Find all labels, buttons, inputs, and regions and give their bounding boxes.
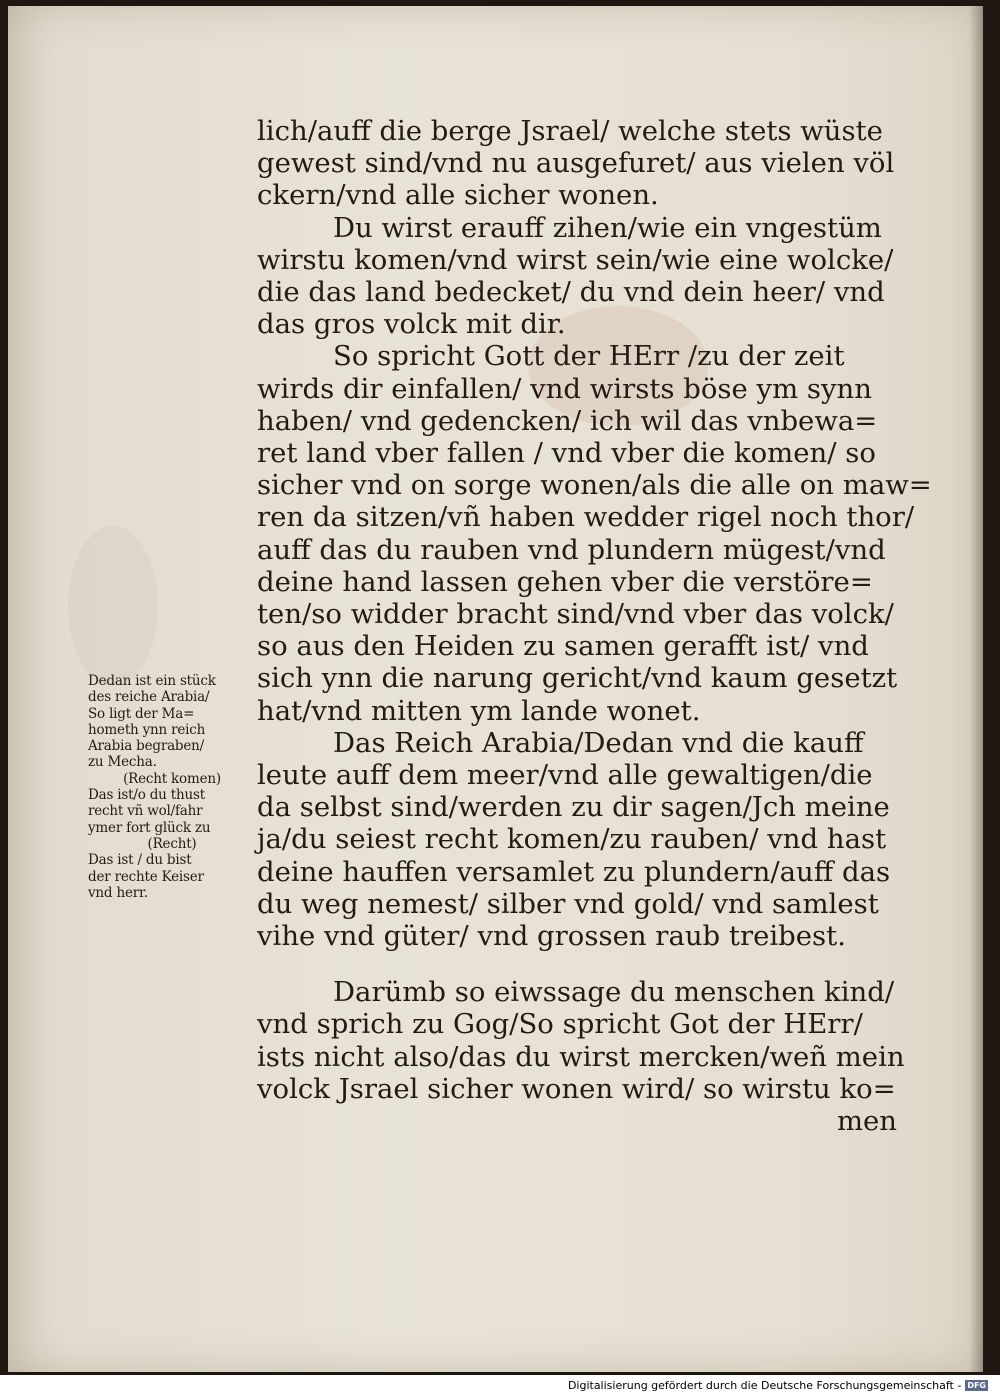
text-line: vihe vnd güter/ vnd grossen raub treibest. (257, 920, 846, 953)
text-line: gewest sind/vnd nu ausgefuret/ aus vielen völ (257, 147, 895, 180)
text-line: so aus den Heiden zu samen gerafft ist/ vnd (257, 630, 869, 663)
text-line: die das land bedecket/ du vnd dein heer/ vnd (257, 276, 885, 309)
catchword: men (836, 1105, 897, 1138)
text-line: hat/vnd mitten ym lande wonet. (257, 694, 701, 727)
text-line: ckern/vnd alle sicher wonen. (257, 179, 659, 212)
gloss-line: recht vñ wol/fahr (88, 803, 203, 820)
gloss-heading: (Recht komen) (123, 770, 221, 787)
gloss-line: des reiche Arabia/ (88, 689, 210, 706)
text-line: ists nicht also/das du wirst mercken/weñ mein (257, 1040, 905, 1073)
text-line: sich ynn die narung gericht/vnd kaum gesetzt (257, 662, 898, 695)
text-line: deine hand lassen gehen vber die verstöre= (257, 565, 873, 598)
text-line: vnd sprich zu Gog/So spricht Got der HErr/ (257, 1008, 863, 1041)
text-line: wirds dir einfallen/ vnd wirsts böse ym synn (257, 372, 872, 405)
footer-text: Digitalisierung gefördert durch die Deutsche Forschungsgemeinschaft - (567, 1379, 962, 1392)
digitization-footer (568, 1379, 988, 1392)
gloss-line: Das ist / du bist (88, 852, 192, 869)
gloss-line: ymer fort glück zu (88, 819, 211, 836)
text-line: Darümb so eiwssage du menschen kind/ (333, 976, 895, 1009)
text-line: ten/so widder bracht sind/vnd vber das volck/ (257, 598, 894, 631)
text-line: das gros volck mit dir. (257, 308, 566, 341)
marginal-gloss (88, 673, 268, 901)
text-line: sicher vnd on sorge wonen/als die alle on maw= (257, 469, 932, 502)
gloss-heading: (Recht) (147, 835, 197, 852)
text-line: Das Reich Arabia/Dedan vnd die kauff (333, 726, 864, 759)
page-stain (68, 526, 158, 686)
text-line: du weg nemest/ silber vnd gold/ vnd samlest (257, 887, 879, 920)
gloss-line: hometh ynn reich (88, 721, 206, 738)
text-line: volck Jsrael sicher wonen wird/ so wirstu ko= (257, 1072, 896, 1105)
text-line: Du wirst erauff zihen/wie ein vngestüm (333, 211, 882, 244)
gloss-line: Arabia begraben/ (88, 738, 204, 755)
text-line: da selbst sind/werden zu dir sagen/Jch meine (257, 791, 890, 824)
text-line: ren da sitzen/vñ haben wedder rigel noch thor/ (257, 501, 915, 534)
text-line: haben/ vnd gedencken/ ich wil das vnbewa= (257, 404, 878, 437)
dfg-logo: DFG (967, 1381, 986, 1390)
text-line: deine hauffen versamlet zu plundern/auff das (257, 855, 891, 888)
text-line: ja/du seiest recht komen/zu rauben/ vnd hast (257, 823, 887, 856)
text-line: auff das du rauben vnd plundern mügest/vnd (257, 533, 886, 566)
gloss-line: zu Mecha. (88, 754, 157, 771)
gloss-line: vnd herr. (88, 884, 148, 901)
text-line: So spricht Gott der HErr /zu der zeit (333, 340, 845, 373)
text-line: wirstu komen/vnd wirst sein/wie eine wolcke/ (257, 243, 894, 276)
gloss-line: Dedan ist ein stück (88, 673, 216, 689)
gloss-line: Das ist/o du thust (88, 787, 205, 804)
main-text-block (257, 115, 932, 1138)
text-line: lich/auff die berge Jsrael/ welche stets wüste (257, 115, 883, 147)
text-line: leute auff dem meer/vnd alle gewaltigen/die (257, 759, 873, 792)
gloss-line: So ligt der Ma= (88, 705, 195, 722)
gloss-line: der rechte Keiser (88, 868, 204, 885)
text-line: ret land vber fallen / vnd vber die komen/ so (257, 437, 876, 470)
